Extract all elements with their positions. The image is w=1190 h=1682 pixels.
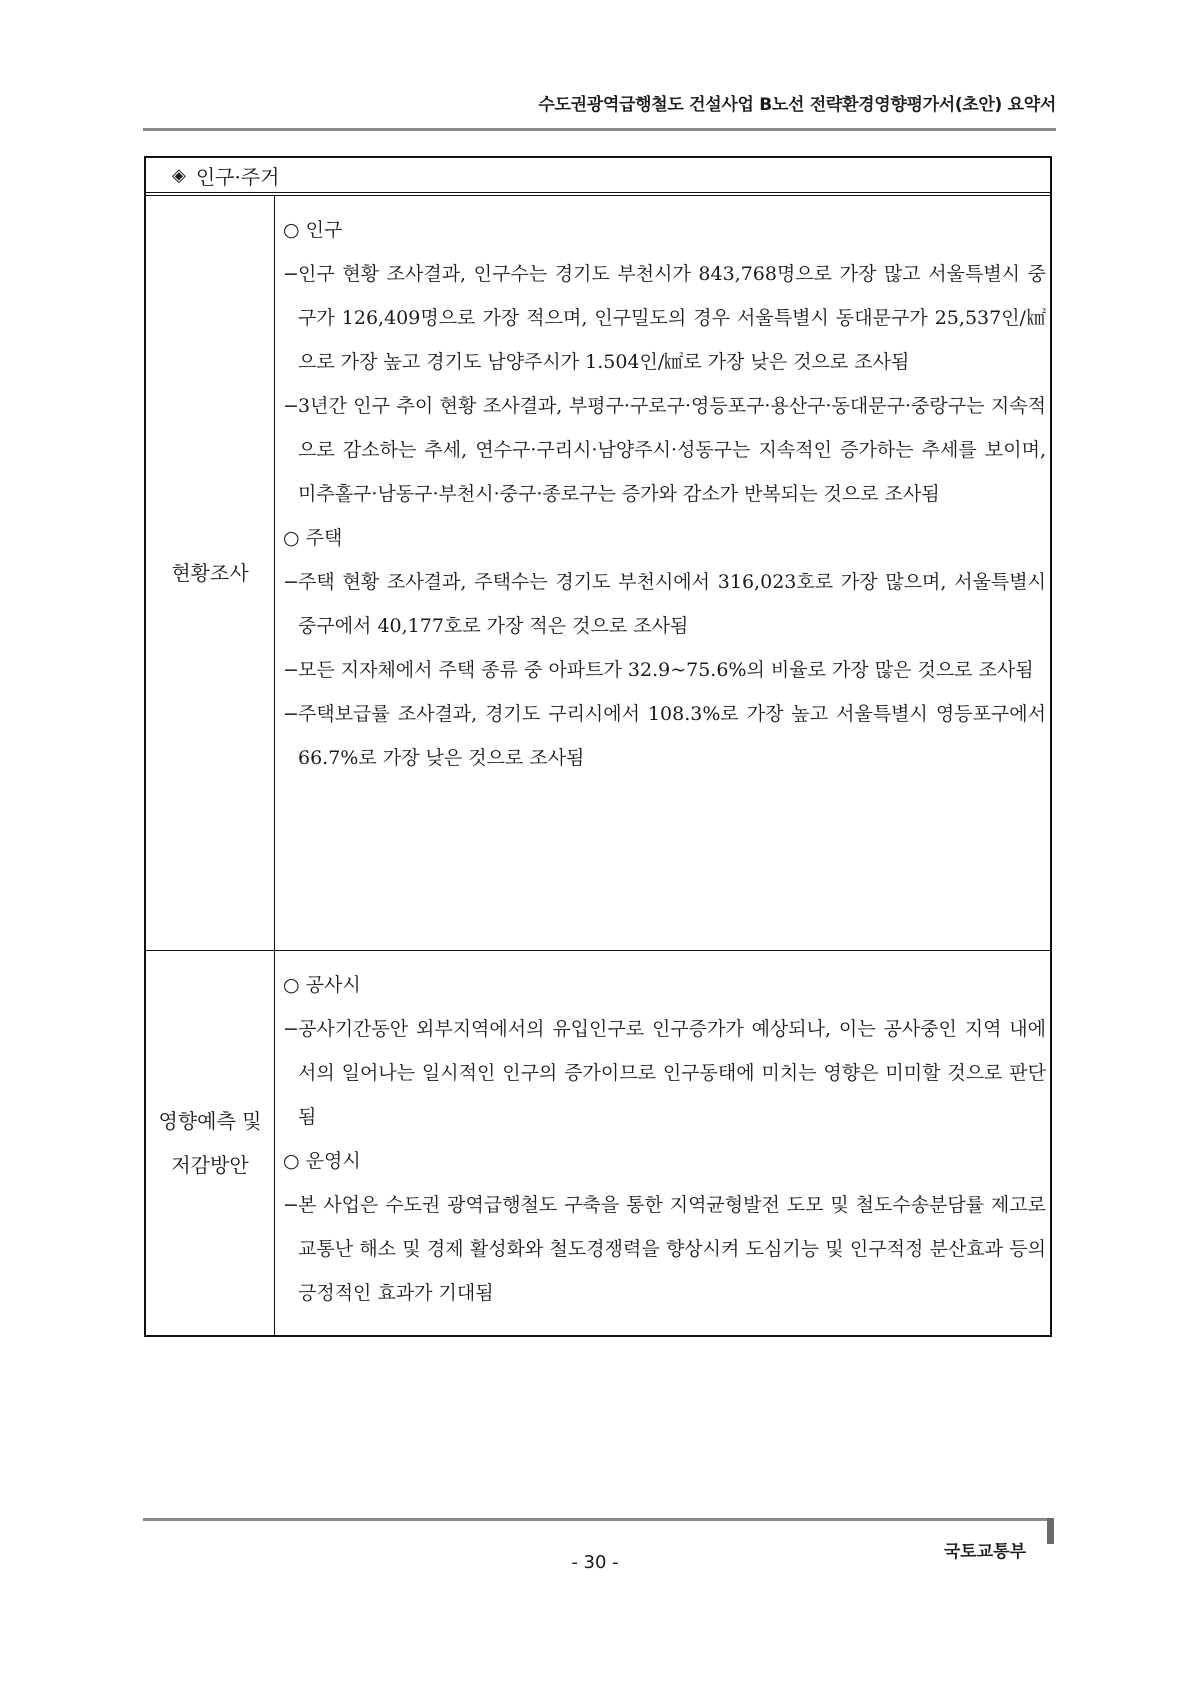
dash-marker: − <box>283 1018 299 1040</box>
list-item-text: 인구 현황 조사결과, 인구수는 경기도 부천시가 843,768명으로 가장 많고 서울특별시 중구가 126,409명으로 가장 적으며, 인구밀도의 경우 서울특별시 동대문구가 25,537인/㎢으로 가장 높고 경기도 남양주시가 1.504인/㎢로 가장 낮은 것으로 조사됨 <box>298 263 1046 373</box>
list-item-text: 본 사업은 수도권 광역급행철도 구축을 통한 지역균형발전 도모 및 철도수송분담률 제고로 교통난 해소 및 경제 활성화와 철도경쟁력을 향상시켜 도심기능 및 인구적정 분산효과 등의 긍정적인 효과가 기대됨 <box>298 1194 1046 1304</box>
survey-row <box>146 196 1050 950</box>
row-label-survey <box>146 196 275 950</box>
group-heading-operation: ○ 운영시 <box>283 1150 361 1172</box>
group-heading-construction: ○ 공사시 <box>283 974 361 996</box>
list-item <box>283 1007 1046 1139</box>
dash-marker: − <box>283 1194 299 1216</box>
row-label-text: 현황조사 <box>171 561 249 585</box>
dash-marker: − <box>283 703 299 725</box>
footer-organization: 국토교통부 <box>943 1542 1026 1562</box>
list-item-text: 모든 지자체에서 주택 종류 중 아파트가 32.9~75.6%의 비율로 가장 많은 것으로 조사됨 <box>298 659 1034 681</box>
dash-marker: − <box>283 395 299 417</box>
list-item <box>283 692 1046 780</box>
list-item-text: 주택보급률 조사결과, 경기도 구리시에서 108.3%로 가장 높고 서울특별시 영등포구에서 66.7%로 가장 낮은 것으로 조사됨 <box>298 703 1046 769</box>
list-item <box>283 648 1046 692</box>
footer-accent-bar <box>1047 1518 1054 1544</box>
document-header-title: 수도권광역급행철도 건설사업 B노선 전략환경영향평가서(초안) 요약서 <box>538 95 1056 115</box>
group-heading-population: ○ 인구 <box>283 219 343 241</box>
list-item <box>283 1183 1046 1315</box>
list-item <box>283 252 1046 384</box>
survey-content <box>275 196 1050 950</box>
section-title: 인구·주거 <box>195 164 280 189</box>
list-item <box>283 560 1046 648</box>
dash-marker: − <box>283 659 299 681</box>
dash-marker: − <box>283 263 299 285</box>
diamond-icon: ◈ <box>172 164 186 186</box>
row-label-impact <box>146 951 275 1335</box>
list-item-text: 주택 현황 조사결과, 주택수는 경기도 부천시에서 316,023호로 가장 많으며, 서울특별시 중구에서 40,177호로 가장 적은 것으로 조사됨 <box>298 571 1046 637</box>
row-label-text: 저감방안 <box>171 1153 249 1177</box>
row-label-text: 영향예측 및 <box>158 1109 262 1133</box>
list-item-text: 공사기간동안 외부지역에서의 유입인구로 인구증가가 예상되나, 이는 공사중인 지역 내에서의 일어나는 일시적인 인구의 증가이므로 인구동태에 미치는 영향은 미미할 것으로 판단됨 <box>298 1018 1046 1128</box>
list-item-text: 3년간 인구 추이 현황 조사결과, 부평구·구로구·영등포구·용산구·동대문구·중랑구는 지속적으로 감소하는 추세, 연수구·구리시·남양주시·성동구는 지속적인 증가하는 추세를 보이며, 미추홀구·남동구·부천시·중구·종로구는 증가와 감소가 반복되는 것으로 조사됨 <box>298 395 1046 505</box>
footer-divider <box>143 1518 1047 1521</box>
page-number: - 30 - <box>571 1552 619 1573</box>
impact-row <box>146 950 1050 1335</box>
section-title-row <box>146 158 1050 196</box>
summary-table <box>144 156 1052 1337</box>
header-divider <box>143 128 1056 131</box>
dash-marker: − <box>283 571 299 593</box>
impact-content <box>275 951 1050 1335</box>
list-item <box>283 384 1046 516</box>
group-heading-housing: ○ 주택 <box>283 527 343 549</box>
